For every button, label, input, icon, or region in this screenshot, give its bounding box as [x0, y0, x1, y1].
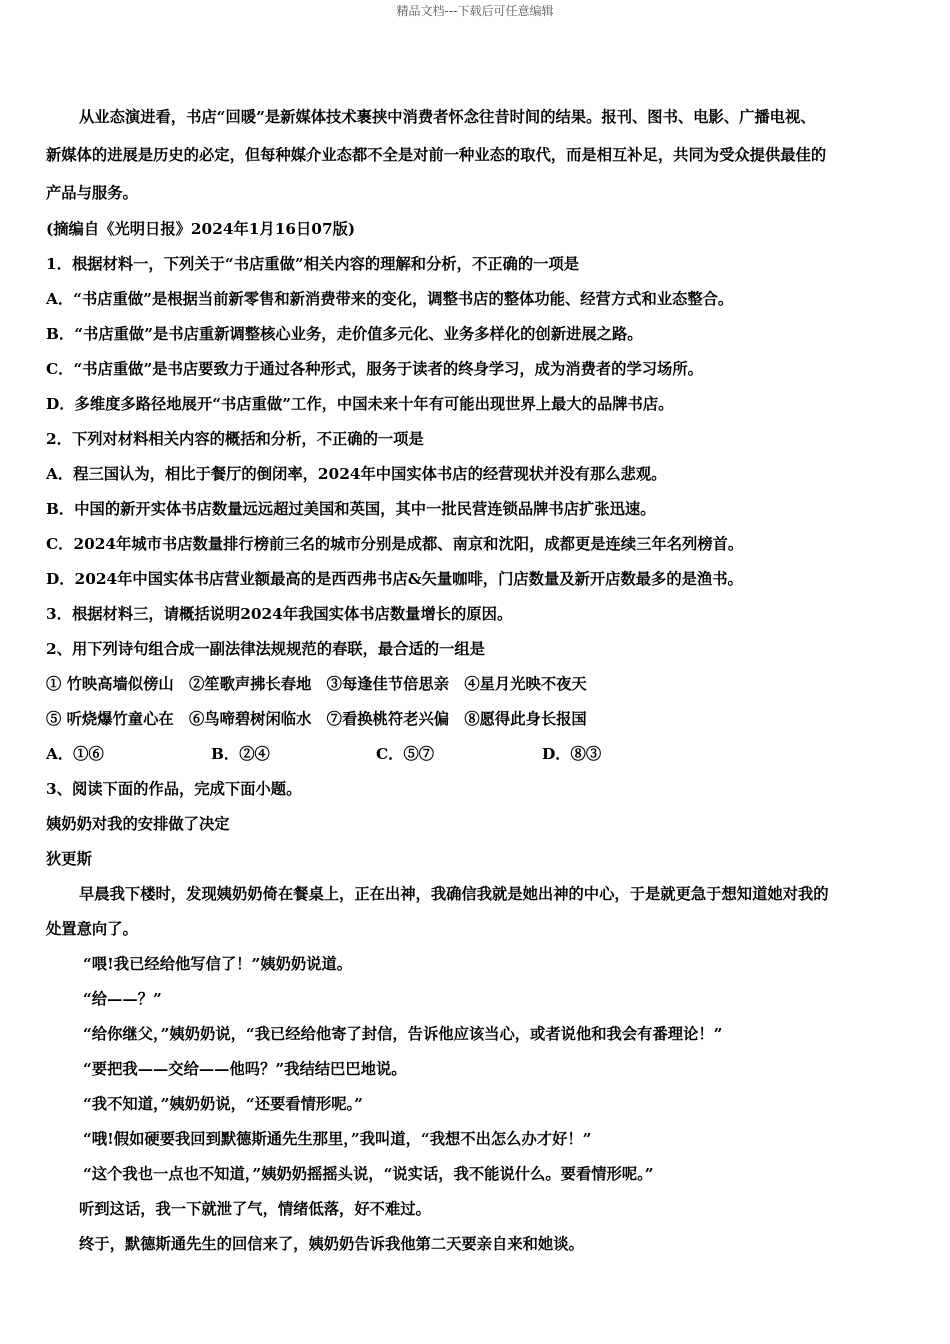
reading-intro: 3、阅读下面的作品，完成下面小题。: [46, 780, 302, 798]
dialogue-line: “给你继父，”姨奶奶说，“我已经给他寄了封信，告诉他应该当心，或者说他和我会有番理论！”: [83, 1025, 723, 1043]
question-1: 1．根据材料一，下列关于“书店重做”相关内容的理解和分析，不正确的一项是: [46, 255, 580, 273]
narration-line: 听到这话，我一下就泄了气，情绪低落，好不难过。: [79, 1200, 431, 1218]
option-b: B．②④: [211, 745, 270, 763]
paragraph-line: 从业态演进看，书店“回暖”是新媒体技术裹挟中消费者怀念往昔时间的结果。报刊、图书、电影、广播电视、: [79, 108, 816, 126]
story-title: 姨奶奶对我的安排做了决定: [46, 815, 230, 833]
answer-options: [46, 737, 906, 772]
paragraph-line: 处置意向了。: [46, 920, 138, 938]
option-a: A．①⑥: [46, 745, 104, 763]
dialogue-line: “这个我也一点也不知道，”姨奶奶摇摇头说，“说实话，我不能说什么。要看情形呢。”: [83, 1165, 654, 1183]
question-2-option-c: C．2024年城市书店数量排行榜前三名的城市分别是成都、南京和沈阳，成都更是连续三年名列榜首。: [46, 535, 744, 553]
narration-line: 终于，默德斯通先生的回信来了，姨奶奶告诉我他第二天要亲自来和她谈。: [79, 1235, 584, 1253]
source-note: (摘编自《光明日报》2024年1月16日07版): [46, 220, 356, 238]
paragraph-line: 早晨我下楼时，发现姨奶奶倚在餐桌上，正在出神，我确信我就是她出神的中心，于是就更急于想知道她对我的: [79, 885, 829, 903]
document-body: [46, 98, 906, 1262]
dialogue-section: [46, 947, 906, 1262]
option-d: D．⑧③: [542, 745, 602, 763]
poem-lines-1: ① 竹映高墙似傍山 ②笙歌声拂长春地 ③每逢佳节倍思亲 ④星月光映不夜天: [46, 675, 587, 693]
question-1-option-a: A．“书店重做”是根据当前新零售和新消费带来的变化，调整书店的整体功能、经营方式和业态整合。: [46, 290, 734, 308]
dialogue-line: “要把我——交给——他吗？”我结结巴巴地说。: [83, 1060, 407, 1078]
intro-paragraph: [46, 98, 906, 212]
poem-lines-2: ⑤ 听烧爆竹童心在 ⑥鸟啼碧树闲临水 ⑦看换桃符老兴偏 ⑧愿得此身长报国: [46, 710, 587, 728]
question-2-option-b: B．中国的新开实体书店数量远远超过美国和英国，其中一批民营连锁品牌书店扩张迅速。: [46, 500, 656, 518]
paragraph-line: 新媒体的进展是历史的必定，但每种媒介业态都不全是对前一种业态的取代，而是相互补足，共同为受众提供最佳的: [46, 146, 827, 164]
page-header: 精品文档---下载后可任意编辑: [396, 4, 554, 18]
question-1-option-c: C．“书店重做”是书店要致力于通过各种形式，服务于读者的终身学习，成为消费者的学习场所。: [46, 360, 703, 378]
question-2-option-d: D．2024年中国实体书店营业额最高的是西西弗书店&矢量咖啡，门店数量及新开店数最多的是渔书。: [46, 570, 743, 588]
dialogue-line: “给——？”: [83, 990, 162, 1008]
story-author: 狄更斯: [46, 850, 92, 868]
dialogue-line: “我不知道，”姨奶奶说，“还要看情形呢。”: [83, 1095, 363, 1113]
question-2-option-a: A．程三国认为，相比于餐厅的倒闭率，2024年中国实体书店的经营现状并没有那么悲观。: [46, 465, 667, 483]
option-c: C．⑤⑦: [376, 745, 435, 763]
story-paragraph: [46, 877, 906, 947]
question-1-option-b: B．“书店重做”是书店重新调整核心业务，走价值多元化、业务多样化的创新进展之路。: [46, 325, 643, 343]
couplet-question: 2、用下列诗句组合成一副法律法规规范的春联，最合适的一组是: [46, 640, 485, 658]
question-3: 3．根据材料三，请概括说明2024年我国实体书店数量增长的原因。: [46, 605, 513, 623]
dialogue-line: “哦!假如硬要我回到默德斯通先生那里，”我叫道，“我想不出怎么办才好！”: [83, 1130, 592, 1148]
question-2: 2．下列对材料相关内容的概括和分析，不正确的一项是: [46, 430, 424, 448]
dialogue-line: “喂!我已经给他写信了！”姨奶奶说道。: [83, 955, 353, 973]
question-1-option-d: D．多维度多路径地展开“书店重做”工作，中国未来十年有可能出现世界上最大的品牌书店。: [46, 395, 674, 413]
questions-section: [46, 212, 906, 877]
paragraph-line: 产品与服务。: [46, 184, 138, 202]
